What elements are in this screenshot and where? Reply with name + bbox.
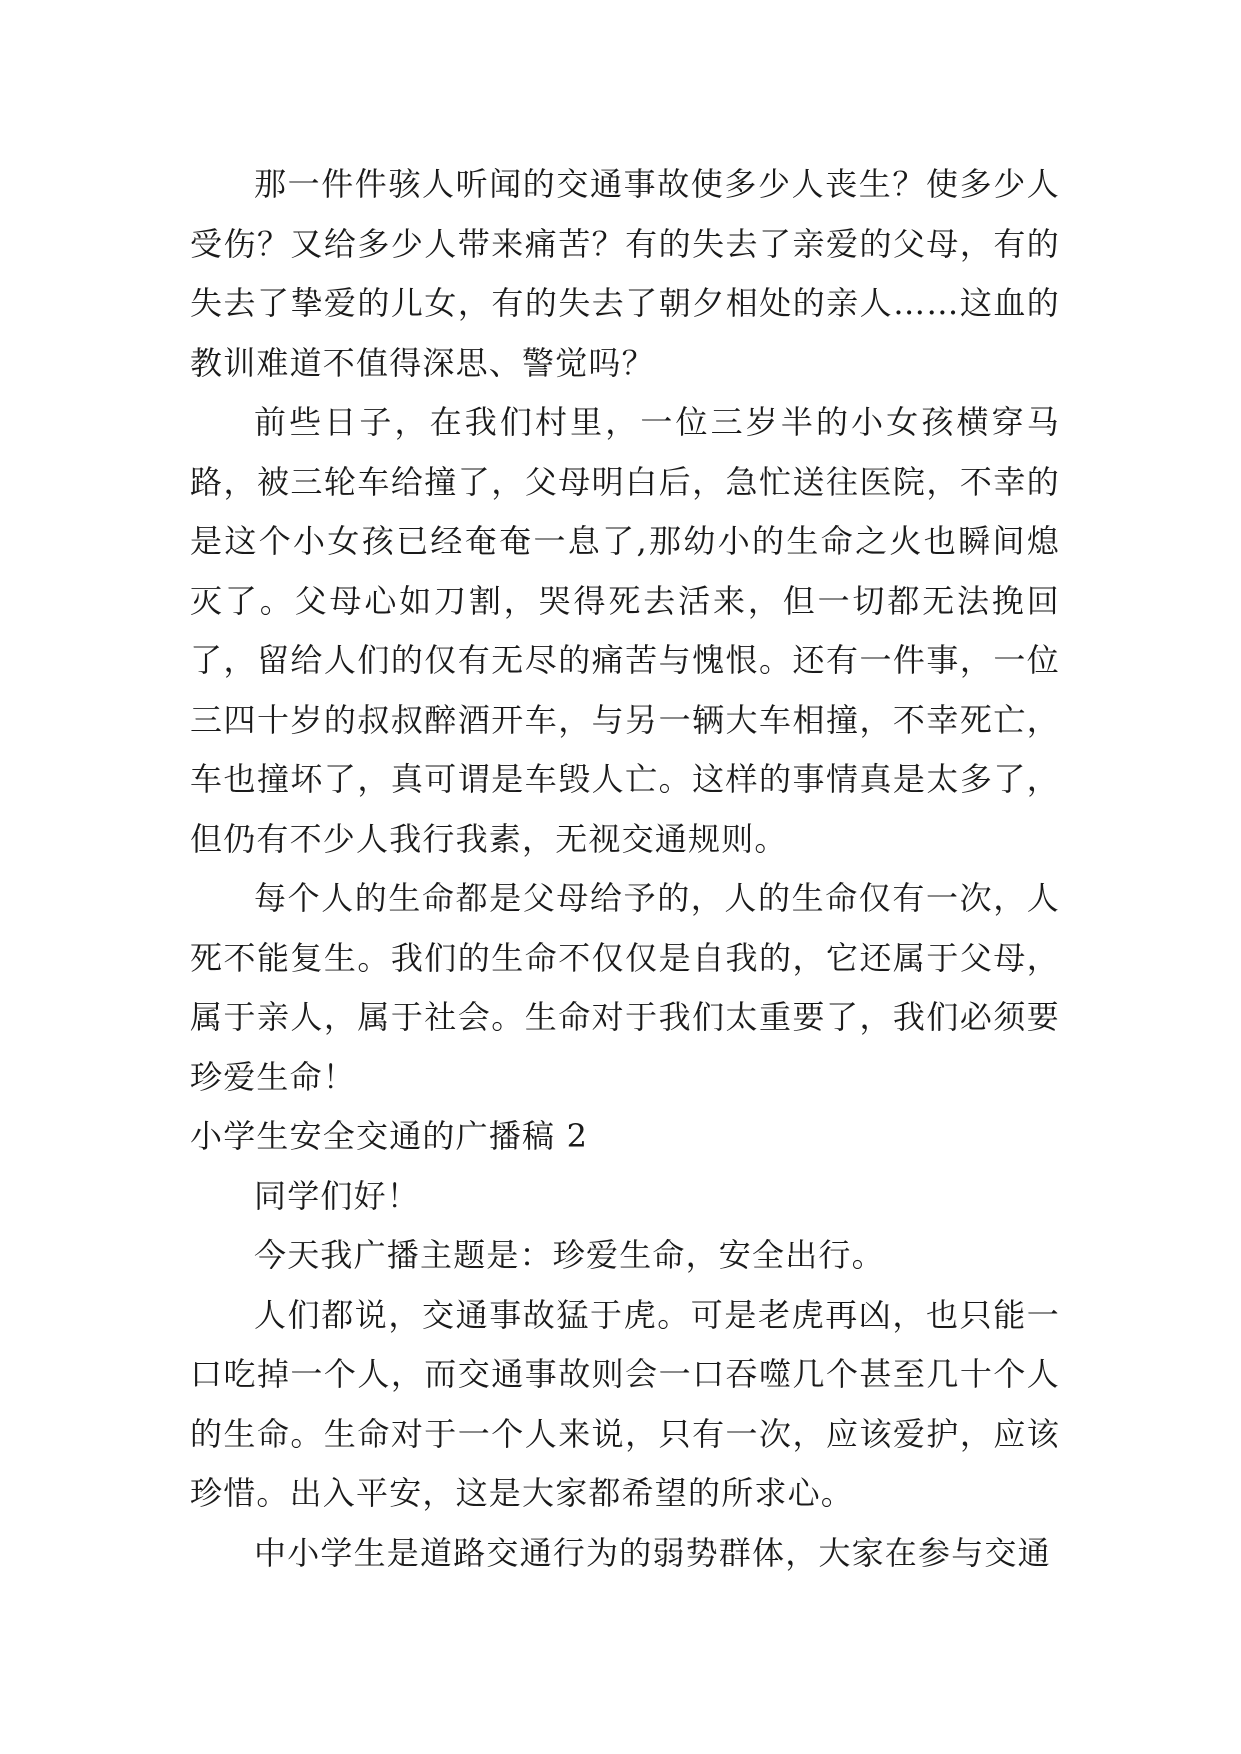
paragraph: 同学们好！ <box>254 1176 421 1215</box>
document-body <box>190 155 1060 1583</box>
section-heading: 小学生安全交通的广播稿 2 <box>190 1117 589 1155</box>
paragraph: 那一件件骇人听闻的交通事故使多少人丧生？使多少人受伤？又给多少人带来痛苦？有的失去了亲爱的父母，有的失去了挚爱的儿女，有的失去了朝夕相处的亲人……这血的教训难道不值得深思、警觉吗？ <box>190 165 1060 382</box>
paragraph: 前些日子，在我们村里，一位三岁半的小女孩横穿马路，被三轮车给撞了，父母明白后，急忙送往医院，不幸的是这个小女孩已经奄奄一息了,那幼小的生命之火也瞬间熄灭了。父母心如刀割，哭得死去活来，但一切都无法挽回了，留给人们的仅有无尽的痛苦与愧恨。还有一件事，一位三四十岁的叔叔醉酒开车，与另一辆大车相撞，不幸死亡，车也撞坏了，真可谓是车毁人亡。这样的事情真是太多了，但仍有不少人我行我素，无视交通规则。 <box>190 403 1060 858</box>
paragraph: 人们都说，交通事故猛于虎。可是老虎再凶，也只能一口吃掉一个人，而交通事故则会一口吞噬几个甚至几十个人的生命。生命对于一个人来说，只有一次，应该爱护，应该珍惜。出入平安，这是大家都希望的所求心。 <box>190 1295 1060 1512</box>
paragraph: 今天我广播主题是：珍爱生命，安全出行。 <box>254 1236 885 1274</box>
paragraph: 中小学生是道路交通行为的弱势群体，大家在参与交通 <box>254 1533 1051 1572</box>
paragraph: 每个人的生命都是父母给予的，人的生命仅有一次，人死不能复生。我们的生命不仅仅是自我的，它还属于父母，属于亲人，属于社会。生命对于我们太重要了，我们必须要珍爱生命！ <box>190 879 1060 1096</box>
